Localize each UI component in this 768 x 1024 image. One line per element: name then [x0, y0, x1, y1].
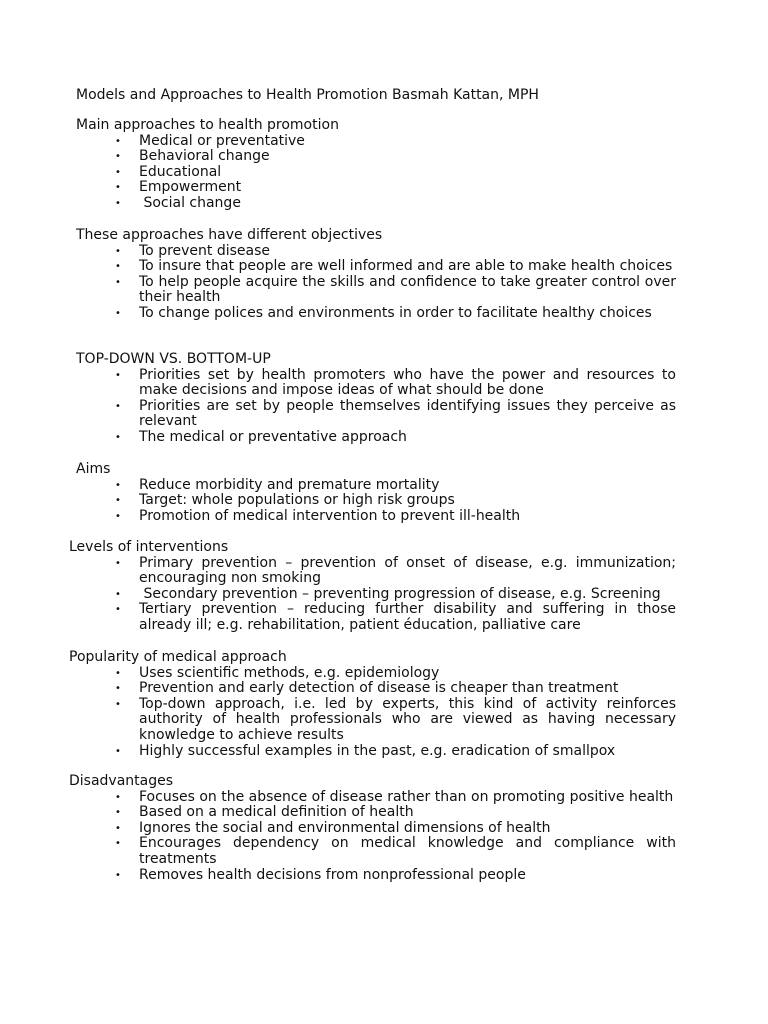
section-top-down-bottom-up — [76, 352, 676, 446]
list-item: • Target: whole populations or high risk groups — [115, 492, 455, 509]
section-disadvantages — [69, 774, 676, 883]
list-item: • Behavioral change — [115, 148, 270, 165]
list-item: • Social change — [115, 194, 241, 211]
bullet-icon: • — [115, 822, 121, 834]
section-heading: Levels of interventions — [69, 539, 229, 555]
list-item: • Top-down approach, i.e. led by experts, this kind of activity reinforces authority of health professionals who are viewed as having necessary knowledge to achieve results — [115, 695, 676, 743]
section-heading: These approaches have different objectives — [76, 227, 383, 243]
list-item: • Highly successful examples in the past, e.g. eradication of smallpox — [115, 742, 616, 759]
list-item: • To change polices and environments in order to facilitate healthy choices — [115, 304, 652, 321]
bullet-icon: • — [115, 166, 121, 178]
list-item: • To prevent disease — [115, 242, 271, 259]
bullet-list — [69, 556, 676, 634]
bullet-icon: • — [115, 510, 121, 522]
bullet-icon: • — [115, 745, 121, 757]
section-aims — [76, 462, 676, 524]
bullet-icon: • — [115, 791, 121, 803]
list-item: • Ignores the social and environmental dimensions of health — [115, 819, 551, 836]
bullet-list — [76, 134, 676, 212]
bullet-icon: • — [115, 197, 121, 209]
list-item: • Prevention and early detection of disease is cheaper than treatment — [115, 680, 619, 697]
bullet-icon: • — [115, 667, 121, 679]
bullet-icon: • — [115, 400, 121, 412]
bullet-list — [69, 666, 676, 760]
bullet-icon: • — [115, 245, 121, 257]
bullet-icon: • — [115, 479, 121, 491]
list-item: • Focuses on the absence of disease rather than on promoting positive health — [115, 788, 674, 805]
bullet-icon: • — [115, 135, 121, 147]
list-item: • Promotion of medical intervention to prevent ill-health — [115, 507, 521, 524]
list-item: • Priorities are set by people themselves identifying issues they perceive as relevant — [115, 397, 676, 430]
bullet-icon: • — [115, 807, 121, 819]
list-item: • Based on a medical definition of health — [115, 804, 414, 821]
bullet-icon: • — [115, 588, 121, 600]
bullet-icon: • — [115, 869, 121, 881]
list-item: • Medical or preventative — [115, 132, 305, 149]
bullet-icon: • — [115, 431, 121, 443]
bullet-icon: • — [115, 151, 121, 163]
list-item: • To help people acquire the skills and confidence to take greater control over their health — [115, 273, 676, 306]
list-item: • Secondary prevention – preventing progression of disease, e.g. Screening — [115, 585, 661, 602]
list-item: • Removes health decisions from nonprofessional people — [115, 866, 526, 883]
bullet-icon: • — [115, 369, 121, 381]
bullet-icon: • — [115, 604, 121, 616]
section-objectives — [76, 228, 676, 322]
list-item: • Empowerment — [115, 179, 242, 196]
section-heading: Popularity of medical approach — [69, 649, 287, 665]
list-item: • To insure that people are well informed and are able to make health choices — [115, 258, 673, 275]
section-heading: Disadvantages — [69, 773, 174, 789]
list-item: • Tertiary prevention – reducing further disability and suffering in those already ill; e.g. rehabilitation, patient éducation, palliative care — [115, 601, 676, 633]
bullet-icon: • — [115, 182, 121, 194]
bullet-list — [76, 244, 676, 322]
bullet-icon: • — [115, 683, 121, 695]
bullet-icon: • — [115, 276, 121, 288]
bullet-icon: • — [115, 261, 121, 273]
section-heading: Main approaches to health promotion — [76, 117, 339, 133]
section-levels-of-interventions — [69, 540, 676, 634]
section-popularity — [69, 650, 676, 759]
bullet-icon: • — [115, 307, 121, 319]
bullet-list — [69, 790, 676, 884]
bullet-list — [76, 368, 676, 446]
bullet-icon: • — [115, 838, 121, 850]
section-main-approaches — [76, 118, 676, 212]
list-item: • Uses scientific methods, e.g. epidemiology — [115, 664, 440, 681]
bullet-icon: • — [115, 557, 121, 569]
list-item: • Primary prevention – prevention of onset of disease, e.g. immunization; encouraging non smoking — [115, 554, 676, 587]
list-item: • The medical or preventative approach — [115, 428, 407, 445]
section-heading: TOP-DOWN VS. BOTTOM-UP — [76, 351, 271, 367]
document-title: Models and Approaches to Health Promotion Basmah Kattan, MPH — [76, 87, 539, 103]
list-item: • Reduce morbidity and premature mortality — [115, 476, 440, 493]
section-heading: Aims — [76, 461, 111, 477]
list-item: • Priorities set by health promoters who have the power and resources to make decisions and impose ideas of what should be done — [115, 366, 676, 399]
bullet-icon: • — [115, 698, 121, 710]
bullet-list — [76, 478, 676, 525]
list-item: • Educational — [115, 163, 222, 180]
bullet-icon: • — [115, 495, 121, 507]
list-item: • Encourages dependency on medical knowledge and compliance with treatments — [115, 835, 676, 867]
